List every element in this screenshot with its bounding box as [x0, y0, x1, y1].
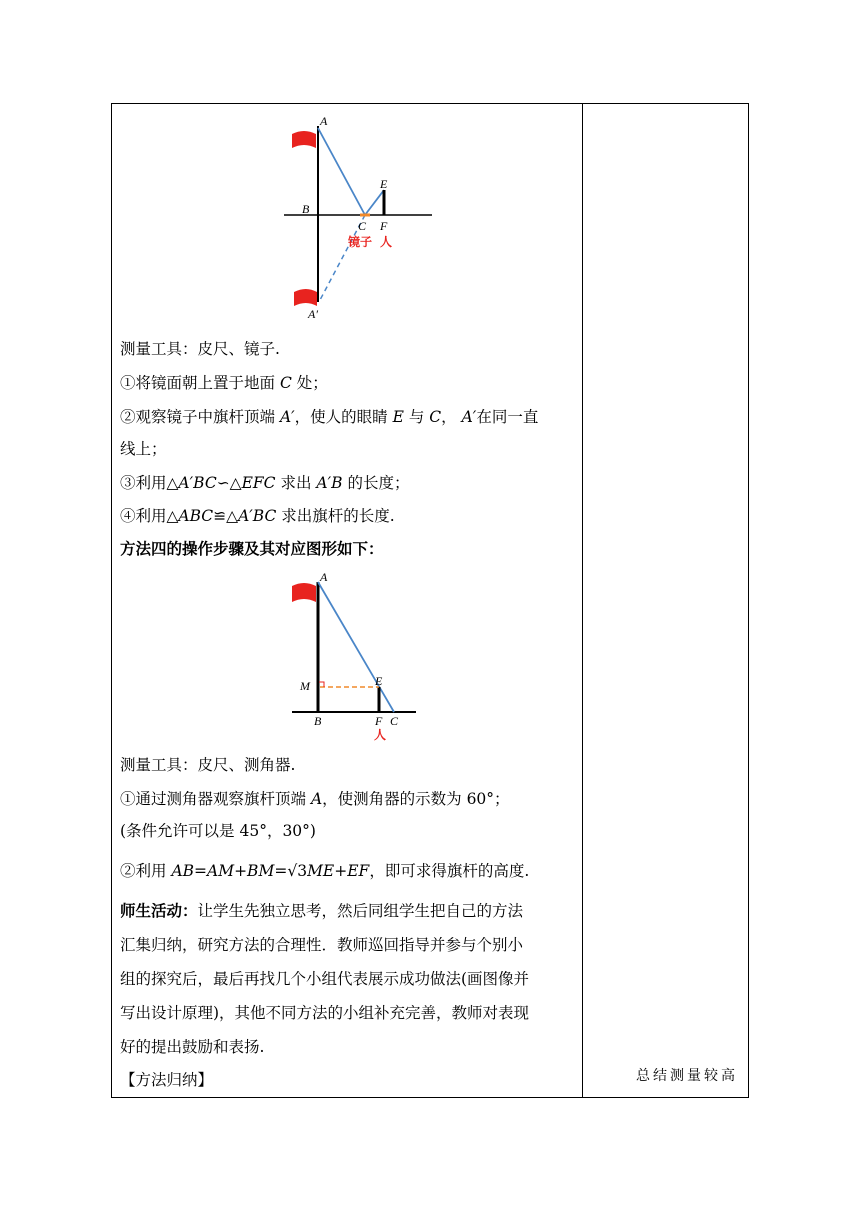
activity-line1 [120, 900, 523, 922]
mirror-method-figure [118, 112, 578, 332]
label-c: C [358, 219, 367, 233]
lesson-table [111, 103, 749, 1098]
label-b: B [314, 714, 322, 728]
text-part: ，使测角器的示数为 60°； [322, 790, 510, 808]
activity-line5: 好的提出鼓励和表扬. [120, 1038, 265, 1056]
formula: AB=AM+BM= [171, 862, 288, 880]
var-c: C [279, 374, 292, 392]
text-part: ，使人的眼睛 [294, 408, 393, 426]
var: A′ [279, 408, 295, 426]
reflected-flag-icon [294, 289, 317, 306]
flag-icon [292, 131, 316, 148]
sqrt-three: √3 [287, 862, 308, 880]
label-e: E [375, 674, 383, 688]
var: E [392, 408, 404, 426]
text-part: ④利用△ [120, 507, 179, 525]
method4-step1 [120, 788, 510, 810]
activity-line2: 汇集归纳，研究方法的合理性．教师巡回指导并参与个别小 [120, 936, 524, 954]
label-a: A [320, 570, 328, 584]
label-person: 人 [380, 235, 393, 249]
column-divider [582, 104, 583, 1097]
label-m: M [300, 679, 310, 693]
activity-label: 师生活动： [120, 901, 198, 920]
label-f: F [375, 714, 383, 728]
label-mirror: 镜子 [348, 235, 373, 249]
var: A′BC [238, 507, 277, 525]
var: A′ [461, 408, 477, 426]
activity-line3: 组的探究后，最后再找几个小组代表展示成功做法(画图像并 [120, 970, 530, 988]
method3-tools: 测量工具：皮尺、镜子. [120, 340, 280, 358]
text-part: ③利用△ [120, 474, 179, 492]
formula: ME+EF [307, 862, 370, 880]
text-part: ②观察镜子中旗杆顶端 [120, 408, 280, 426]
angle-method-figure [118, 568, 578, 743]
text-part: 在同一直 [476, 408, 539, 426]
text-part: ①通过测角器观察旗杆顶端 [120, 790, 311, 808]
method3-step1 [120, 372, 328, 394]
var: A′BC [178, 474, 217, 492]
text-part: 让学生先独立思考，然后同组学生把自己的方法 [197, 902, 524, 920]
method3-step4 [120, 505, 395, 527]
text-part: ≌△ [213, 507, 239, 525]
label-person: 人 [374, 728, 387, 742]
var: C [429, 408, 442, 426]
var: A′B [316, 474, 343, 492]
method4-tools: 测量工具：皮尺、测角器. [120, 756, 296, 774]
summary-heading: 【方法归纳】 [120, 1071, 214, 1089]
text-part: 求出 [275, 474, 317, 492]
text-part: 求出旗杆的长度. [276, 507, 395, 525]
text-part: ，即可求得旗杆的高度. [369, 862, 530, 880]
activity-line4: 写出设计原理)，其他不同方法的小组补充完善，教师对表现 [120, 1004, 530, 1022]
var: ABC [178, 507, 214, 525]
label-a: A [320, 114, 328, 128]
text-part: ②利用 [120, 862, 172, 880]
text-part: 与 [403, 408, 430, 426]
method4-step2 [120, 860, 529, 882]
label-e: E [380, 177, 388, 191]
right-column-note: 总结测量较高 [636, 1068, 738, 1084]
text-part: 的长度； [342, 474, 410, 492]
label-c: C [390, 714, 399, 728]
var: EFC [241, 474, 276, 492]
label-b: B [302, 202, 310, 216]
method3-step2 [120, 406, 538, 428]
label-f: F [380, 219, 388, 233]
flag-icon [292, 583, 316, 602]
text-part: ∽△ [216, 474, 242, 492]
text-part: ， [441, 408, 462, 426]
method3-step2-cont: 线上； [120, 440, 167, 458]
label-a-prime: A′ [308, 307, 318, 321]
text-part: ①将镜面朝上置于地面 [120, 374, 280, 392]
method4-condition: (条件允许可以是 45°，30°) [120, 822, 316, 840]
method3-step3 [120, 472, 409, 494]
var: A [310, 790, 323, 808]
text-part: 处； [291, 374, 328, 392]
method4-heading: 方法四的操作步骤及其对应图形如下： [120, 539, 384, 558]
